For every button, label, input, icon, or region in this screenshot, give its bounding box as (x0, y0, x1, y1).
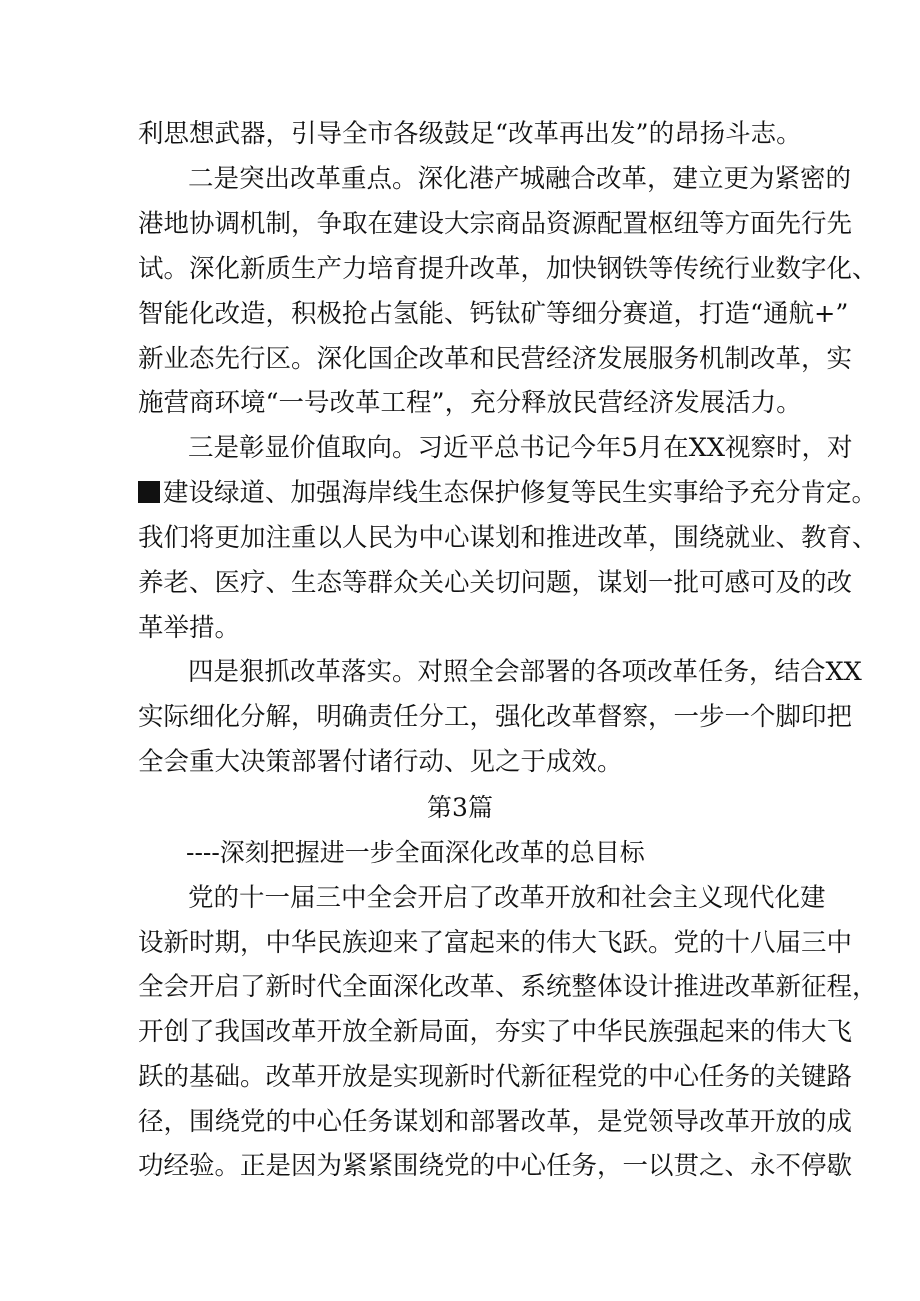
text-line (138, 1060, 853, 1094)
text-line (138, 476, 878, 510)
text-line (138, 926, 853, 960)
text-line (188, 881, 826, 915)
text-line-content: 四是狠抓改革落实。对照全会部署的各项改革任务，结合XX (188, 657, 862, 687)
text-line-content: 施营商环境“一号改革工程”，充分释放民营经济发展活力。 (138, 388, 802, 418)
text-line-content: 试。深化新质生产力培育提升改革，加快钢铁等传统行业数字化、 (138, 254, 878, 284)
text-line-content: 全会重大决策部署付诸行动、见之于成效。 (138, 747, 623, 777)
text-line (138, 970, 878, 1004)
text-line-content: 跃的基础。改革开放是实现新时代新征程党的中心任务的关键路 (138, 1062, 853, 1092)
text-line (138, 117, 802, 151)
text-line-content: 设新时期，中华民族迎来了富起来的伟大飞跃。党的十八届三中 (138, 928, 853, 958)
text-line (138, 342, 853, 376)
text-line-content: 建设绿道、加强海岸线生态保护修复等民生实事给予充分肯定。 (163, 478, 878, 508)
text-line (188, 431, 853, 465)
section-heading: 第3篇 (427, 793, 493, 822)
redaction-block-icon (138, 481, 160, 503)
text-line-content: 二是突出改革重点。深化港产城融合改革，建立更为紧密的 (188, 164, 852, 194)
text-line (138, 1105, 853, 1139)
text-line (138, 700, 853, 734)
text-line-content: 径，围绕党的中心任务谋划和部署改革，是党领导改革开放的成 (138, 1107, 853, 1137)
text-line-content: 我们将更加注重以人民为中心谋划和推进改革，围绕就业、教育、 (138, 523, 878, 553)
text-line (138, 566, 853, 600)
text-line-content: 开创了我国改革开放全新局面，夯实了中华民族强起来的伟大飞 (138, 1017, 853, 1047)
text-line-content: 新业态先行区。深化国企改革和民营经济发展服务机制改革，实 (138, 344, 853, 374)
text-line-content: 党的十一届三中全会开启了改革开放和社会主义现代化建 (188, 883, 826, 913)
text-line (138, 1015, 853, 1049)
text-line-content: 养老、医疗、生态等群众关心关切问题，谋划一批可感可及的改 (138, 568, 853, 598)
text-line-content: 智能化改造，积极抢占氢能、钙钛矿等细分赛道，打造“通航+” (138, 299, 849, 329)
text-line (188, 655, 862, 689)
text-line-content: 全会开启了新时代全面深化改革、系统整体设计推进改革新征程， (138, 972, 878, 1002)
text-line-content: 革举措。 (138, 613, 241, 643)
text-line (138, 207, 853, 241)
text-line-content: 港地协调机制，争取在建设大宗商品资源配置枢纽等方面先行先 (138, 209, 853, 239)
text-line (138, 745, 788, 779)
text-line (188, 162, 852, 196)
text-line-content: 功经验。正是因为紧紧围绕党的中心任务，一以贯之、永不停歇 (138, 1151, 853, 1181)
text-line (138, 386, 802, 420)
text-line-content: 利思想武器，引导全市各级鼓足“改革再出发”的昂扬斗志。 (138, 119, 802, 149)
text-line (138, 297, 849, 331)
text-line (138, 521, 878, 555)
text-line-content: 三是彰显价值取向。习近平总书记今年5月在XX视察时，对 (188, 433, 853, 463)
text-line-content: 实际细化分解，明确责任分工，强化改革督察，一步一个脚印把 (138, 702, 853, 732)
section-subheading: ----深刻把握进一步全面深化改革的总目标 (186, 838, 645, 867)
text-line (138, 1149, 853, 1183)
text-line (138, 252, 878, 286)
text-line (138, 611, 788, 645)
